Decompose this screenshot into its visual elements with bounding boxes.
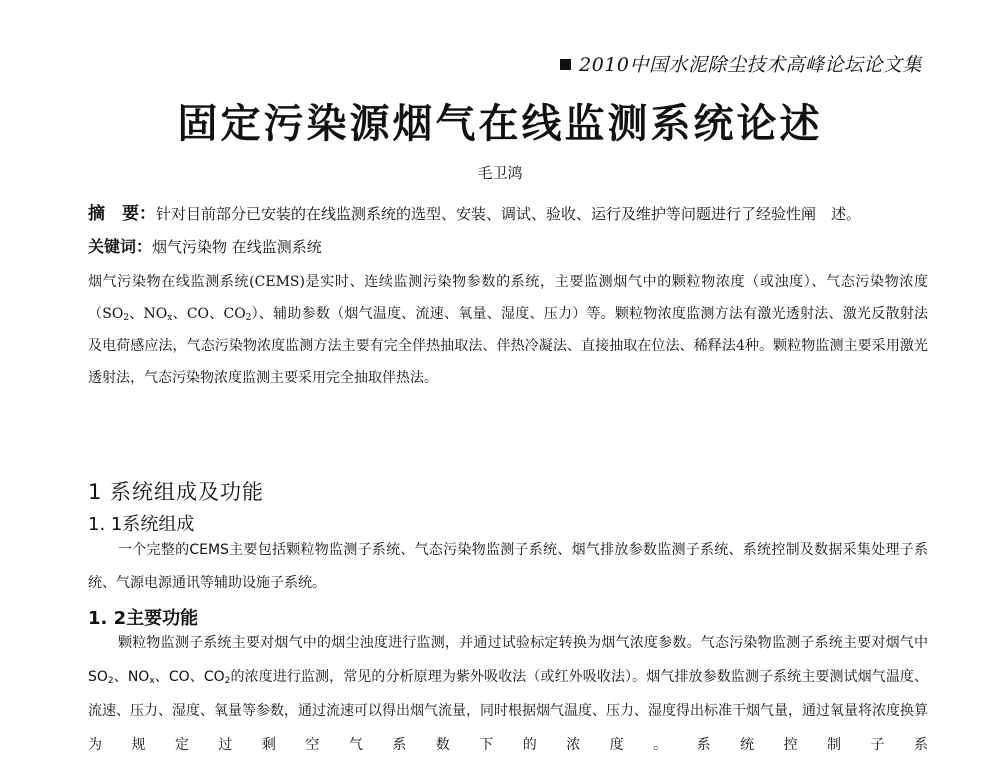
functions-text-1: 颗粒物监测子系统主要对烟气中的烟尘浊度进行监测，并通过试验标定转换为烟气浓度参数。气态污染物监测子系统主要对烟气中SO xyxy=(88,635,928,685)
abstract-label: 摘 要： xyxy=(88,204,156,224)
functions-sub-3: 2 xyxy=(224,676,231,686)
section-1-1-paragraph: 一个完整的CEMS主要包括颗粒物监测子系统、气态污染物监测子系统、烟气排放参数监测子系统、系统控制及数据采集处理子系统、气源电源通讯等辅助设施子系统。 xyxy=(88,542,928,591)
square-bullet-icon xyxy=(560,59,571,70)
running-header-text: 2010中国水泥除尘技术高峰论坛论文集 xyxy=(579,54,922,76)
intro-text-1: 烟气污染物在线监测系统(CEMS)是实时、连续监测污染物参数的系统，主要监测烟气中的颗粒物浓度（或浊度）、气态污染物浓度（SO xyxy=(88,274,928,322)
running-header xyxy=(560,50,922,77)
section-1-1-heading: 1. 1系统组成 xyxy=(88,514,195,535)
functions-sub-1: 2 xyxy=(107,676,114,686)
section-1-heading: 1 系统组成及功能 xyxy=(88,480,265,504)
intro-sub-3: 2 xyxy=(245,313,252,323)
abstract-text: 针对目前部分已安装的在线监测系统的选型、安装、调试、验收、运行及维护等问题进行了经验性阐 述。 xyxy=(156,205,862,223)
intro-text-3: 、CO、CO xyxy=(172,306,246,322)
intro-sub-2: x xyxy=(167,313,173,323)
section-1-2-paragraph xyxy=(88,626,928,762)
section-1-2-heading: 1. 2主要功能 xyxy=(88,608,199,629)
keywords xyxy=(88,236,322,258)
intro-text-4: ）、辅助参数（烟气温度、流速、氧量、湿度、压力）等。颗粒物浓度监测方法有激光透射法、激光反散射法及电荷感应法，气态污染物浓度监测方法主要有完全伴热抽取法、伴热冷凝法、直接抽取在位法、稀释法4种。颗粒物监测主要采用激光透射法，气态污染物浓度监测主要采用完全抽取伴热法。 xyxy=(88,306,928,386)
functions-text-3: 、CO、CO xyxy=(154,669,225,685)
functions-sub-2: x xyxy=(149,676,155,686)
functions-text-4: 的浓度进行监测，常见的分析原理为紫外吸收法（或红外吸收法）。烟气排放参数监测子系统主要测试烟气温度、流速、压力、湿度、氧量等参数，通过流速可以得出烟气流量，同时根据烟气温度、压力、湿度得出标准干烟气量，通过氧量将浓度换算为规定过剩空气系数下的浓度。系统控制子系 xyxy=(88,669,929,753)
functions-text-2: 、NO xyxy=(113,669,150,685)
abstract xyxy=(88,204,928,224)
intro-paragraph xyxy=(88,266,928,394)
keywords-text: 烟气污染物 在线监测系统 xyxy=(152,238,322,256)
keywords-label: 关键词： xyxy=(88,237,153,256)
paper-title: 固定污染源烟气在线监测系统论述 xyxy=(177,101,823,147)
author-name: 毛卫鸿 xyxy=(477,164,523,182)
intro-text-2: 、NO xyxy=(129,306,168,322)
intro-sub-1: 2 xyxy=(123,313,130,323)
